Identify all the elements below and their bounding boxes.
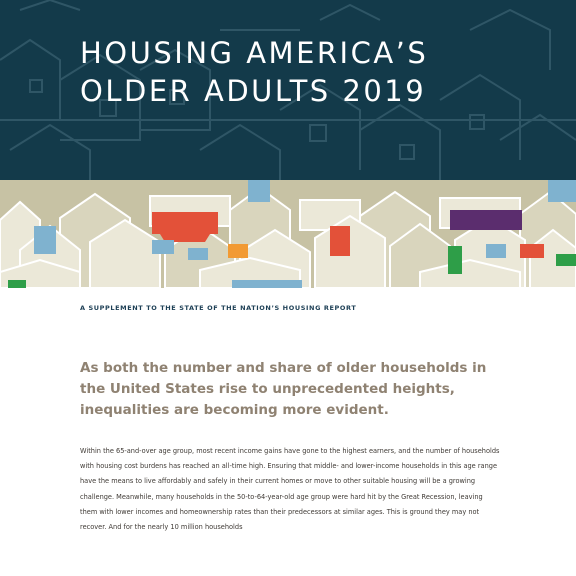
cover-title — [80, 34, 428, 110]
body-paragraph: Within the 65-and-over age group, most recent income gains have gone to the highest earners, and the number of households with housing cost burdens has reached an all-time high. Ensuring that middle- and lower-income households in this age range have the means to live affordably and safely in their current homes or move to other suitable housing will be a growing challenge. Meanwhile, many households in the 50-to-64-year-old age group were hard hit by the Great Recession, leaving them with lower incomes and homeownership rates than their predecessors at similar ages. This is ground they may not recover. And for the nearly 10 million households — [80, 447, 500, 532]
cover-title-line-2: OLDER ADULTS 2019 — [80, 74, 427, 108]
supplement-label: A SUPPLEMENT TO THE STATE OF THE NATION’S HOUSING REPORT — [80, 304, 357, 312]
colored-houses-illustration — [0, 180, 576, 288]
houses-illustration — [0, 180, 576, 288]
cover-title-line-1: HOUSING AMERICA’S — [80, 36, 429, 70]
cover-header — [0, 0, 576, 180]
lede-paragraph: As both the number and share of older households in the United States rise to unprecedented heights, inequalities are becoming more evident. — [80, 360, 487, 418]
